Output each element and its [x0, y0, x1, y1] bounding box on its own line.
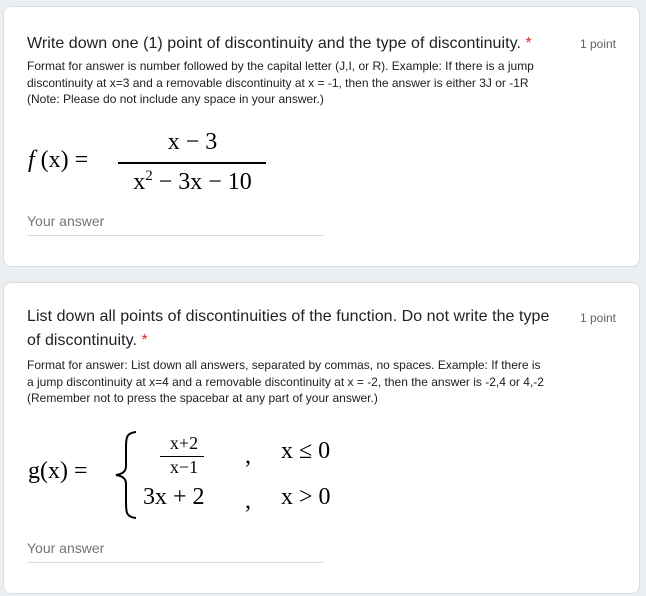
fraction-bar	[118, 162, 266, 164]
question-title-line: List down all points of discontinuities of the function. Do not write the type	[27, 308, 550, 325]
case1-comma: ,	[245, 443, 251, 469]
description-line: discontinuity at x=3 and a removable discontinuity at x = -1, then the answer is either 3J or -1R	[27, 75, 529, 90]
question-card-1	[3, 6, 640, 267]
required-marker: *	[525, 35, 532, 52]
answer-input[interactable]: Your answer	[27, 540, 323, 563]
function-name: f	[28, 147, 35, 173]
description-line: Format for answer is number followed by the capital letter (J,I, or R). Example: If there is a jump	[27, 59, 534, 73]
required-marker: *	[141, 332, 148, 349]
description-line: (Remember not to press the spacebar at any part of your answer.)	[27, 391, 378, 405]
points-label: 1 point	[579, 311, 616, 325]
question-description	[27, 58, 577, 108]
points-label: 1 point	[579, 37, 616, 51]
denominator-exponent: 2	[145, 168, 153, 184]
left-brace-icon	[112, 430, 140, 520]
case2-comma: ,	[245, 488, 251, 514]
question-card-2	[3, 282, 640, 594]
denominator-rest: − 3x − 10	[152, 169, 252, 195]
fraction-numerator: x − 3	[167, 129, 218, 155]
question-title	[27, 305, 577, 353]
function-lhs: g(x) =	[28, 458, 88, 484]
denominator-variable: x	[133, 169, 146, 195]
description-line: Format for answer: List down all answers, separated by commas, no spaces. Example: If there is	[27, 358, 541, 372]
description-line: (Note: Please do not include any space in your answer.)	[27, 92, 324, 106]
case2-expression: 3x + 2	[143, 484, 205, 510]
case1-condition: x ≤ 0	[281, 438, 331, 464]
case1-denominator: x−1	[169, 457, 199, 477]
case2-condition: x > 0	[281, 484, 331, 510]
question-description	[27, 357, 577, 407]
function-arg: (x) =	[40, 147, 89, 173]
case1-numerator: x+2	[169, 433, 199, 453]
function-lhs	[28, 147, 88, 174]
question-title	[27, 32, 532, 56]
fraction-denominator	[119, 168, 266, 196]
answer-input[interactable]: Your answer	[27, 213, 323, 236]
question-title-text: of discontinuity.	[27, 332, 137, 349]
question-title-text: Write down one (1) point of discontinuity and the type of discontinuity.	[27, 35, 521, 52]
description-line: a jump discontinuity at x=4 and a removable discontinuity at x = -2, then the answer is -2,4 or 4,-2	[27, 374, 544, 389]
question-title-line-2	[27, 329, 577, 353]
